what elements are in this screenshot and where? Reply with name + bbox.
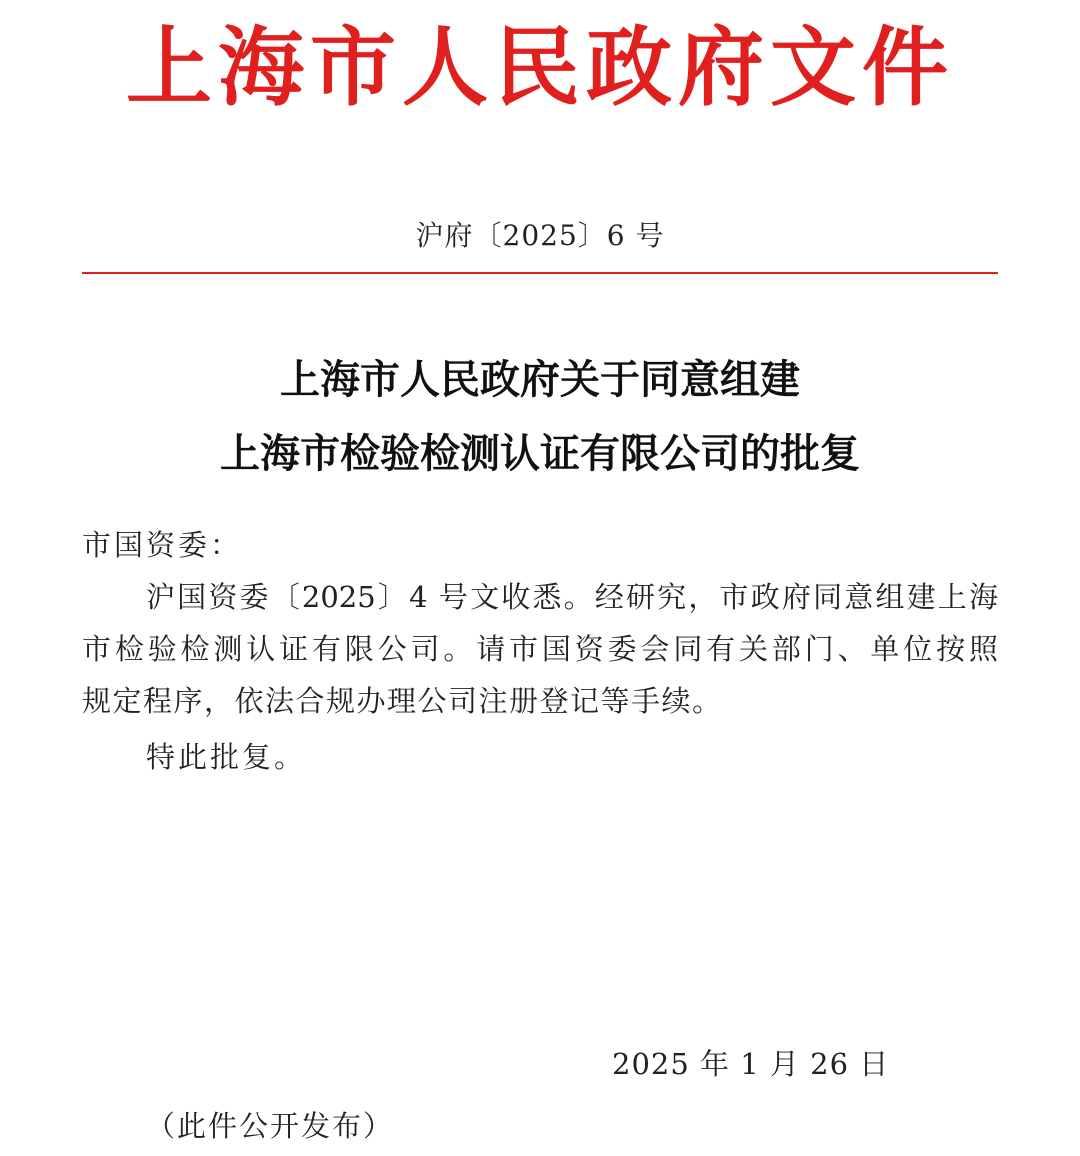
document-title-line-1: 上海市人民政府关于同意组建 bbox=[280, 356, 800, 403]
red-divider-line bbox=[82, 272, 998, 274]
issuer-masthead: 上海市人民政府文件 bbox=[126, 17, 954, 118]
closing-remark: 特此批复。 bbox=[146, 740, 307, 774]
body-paragraph-line-3: 规定程序，依法合规办理公司注册登记等手续。 bbox=[82, 684, 723, 718]
document-title-line-2: 上海市检验检测认证有限公司的批复 bbox=[220, 430, 860, 477]
document-number: 沪府〔2025〕6 号 bbox=[415, 219, 665, 252]
issue-date: 2025 年 1 月 26 日 bbox=[612, 1047, 890, 1081]
body-paragraph-line-2: 市检验检测认证有限公司。请市国资委会同有关部门、单位按照 bbox=[82, 632, 998, 666]
salutation: 市国资委： bbox=[82, 528, 243, 562]
publication-note: （此件公开发布） bbox=[146, 1109, 395, 1143]
body-paragraph-line-1: 沪国资委〔2025〕4 号文收悉。经研究，市政府同意组建上海 bbox=[146, 580, 998, 614]
